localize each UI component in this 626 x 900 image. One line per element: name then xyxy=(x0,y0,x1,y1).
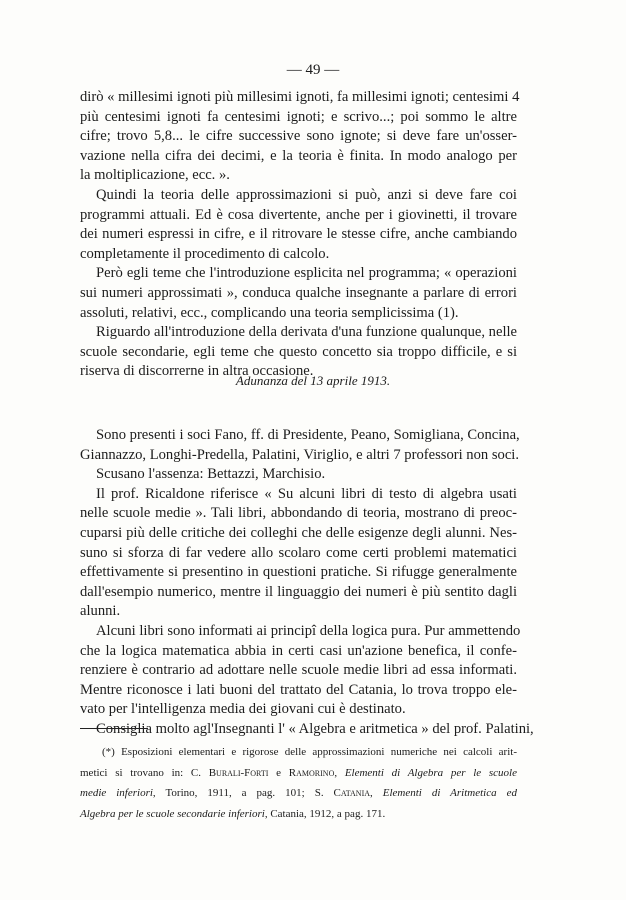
text-line: più centesimi ignoti fa centesimi ignoti; e scrivo...; poi sommo le altre xyxy=(80,108,517,125)
footnote-line: (*) Esposizioni elementari e rigorose delle approssimazioni numeriche nei calcoli arit- xyxy=(102,746,517,758)
text-line: scuole secondarie, egli teme che questo concetto sia troppo difficile, e si xyxy=(80,343,517,360)
text-line: nelle scuole medie ». Tali libri, abbondando di teoria, mostrano di preoc- xyxy=(80,505,517,522)
text-line: alunni. xyxy=(80,603,121,620)
text-line: Consiglia molto agl'Insegnanti l' « Algebra e aritmetica » del prof. Palatini, xyxy=(96,720,534,737)
text-line: completamente il procedimento di calcolo. xyxy=(80,245,330,262)
text-line: effettivamente si presentino in questioni pratiche. Si rifugge generalmente xyxy=(80,564,517,581)
text-line: che la logica matematica abbia in certi casi un'azione benefica, il confe- xyxy=(80,642,517,659)
book-title: Elementi di Aritmetica ed xyxy=(382,787,517,799)
book-title: medie inferiori xyxy=(80,787,153,799)
text-line: Però egli teme che l'introduzione esplicita nel programma; « operazioni xyxy=(96,265,517,282)
author-name: Catania xyxy=(333,787,371,799)
text-line: Quindi la teoria delle approssimazioni si può, anzi si deve fare coi xyxy=(96,186,517,203)
footnote-text: , Catania, 1912, a pag. 171. xyxy=(264,807,386,820)
text-line: cifre; trovo 5,8... le cifre successive sono ignote; si deve fare un'osser- xyxy=(80,128,517,145)
author-name: Burali-Forti xyxy=(208,766,269,779)
text-line: Il prof. Ricaldone riferisce « Su alcuni libri di testo di algebra usati xyxy=(96,485,517,502)
body-block-2 xyxy=(80,426,534,740)
footnote-line xyxy=(80,804,517,825)
text-line: vazione nella cifra dei decimi, e la teoria è finita. In modo analogo per xyxy=(80,147,517,164)
text-line: dei numeri espressi in cifre, e il ritrovare le stesse cifre, anche cambiando xyxy=(80,226,517,243)
footnote-text: , xyxy=(334,766,345,779)
footnote-text: , Torino, 1911, a pag. 101; S. xyxy=(152,787,334,799)
text-line: renziere è contrario ad adottare nelle scuole medie libri ad essa informati. xyxy=(80,662,517,679)
text-line: Giannazzo, Longhi-Predella, Palatini, Viriglio, e altri 7 professori non soci. xyxy=(80,446,519,463)
text-line: sui numeri approssimati », conduca qualche insegnante a parlare di errori xyxy=(80,284,517,301)
text-line: Mentre riconosce i lati buoni del trattato del Catania, lo trova troppo ele- xyxy=(80,681,517,698)
body-block-1 xyxy=(80,88,520,382)
book-title: Algebra per le scuole secondarie inferiori xyxy=(80,807,265,820)
text-line: dall'esempio numerico, mentre il linguaggio dei numeri è più sentito dagli xyxy=(80,583,517,600)
footnote-text: metici si trovano in: C. xyxy=(80,766,209,779)
footnote xyxy=(80,742,517,824)
text-line: Sono presenti i soci Fano, ff. di Presidente, Peano, Somigliana, Concina, xyxy=(96,427,520,443)
text-line: Alcuni libri sono informati ai principî della logica pura. Pur ammettendo xyxy=(96,622,521,639)
footnote-text: e xyxy=(268,766,289,779)
author-name: Ramorino xyxy=(288,766,335,779)
text-line: suno si sforza di far vedere allo scolaro come certi problemi matematici xyxy=(80,544,517,561)
footnote-line xyxy=(80,783,517,804)
text-line: cuparsi più delle critiche dei colleghi che delle esigenze degli alunni. Nes- xyxy=(80,524,517,541)
footnote-line xyxy=(80,763,517,784)
text-line: assoluti, relativi, ecc., complicando una teoria semplicissima (1). xyxy=(80,304,459,321)
text-line: riserva di discorrerne in altra occasione. xyxy=(80,363,314,380)
footnote-text: , xyxy=(370,787,383,799)
text-line: Scusano l'assenza: Bettazzi, Marchisio. xyxy=(96,466,326,483)
text-line: Riguardo all'introduzione della derivata d'una funzione qualunque, nelle xyxy=(96,324,518,341)
book-title: Elementi di Algebra per le scuole xyxy=(344,766,517,779)
text-line: dirò « millesimi ignoti più millesimi ignoti, fa millesimi ignoti; centesimi 4 xyxy=(80,89,520,105)
page-number: — 49 — xyxy=(286,62,340,78)
text-line: vato per l'intelligenza media dei giovani cui è destinato. xyxy=(80,701,406,718)
footnote-divider xyxy=(80,728,148,729)
section-heading: Adunanza del 13 aprile 1913. xyxy=(235,373,391,388)
text-line: programmi attuali. Ed è cosa divertente, anche per i giovinetti, il trovare xyxy=(80,206,517,223)
text-line: la moltiplicazione, ecc. ». xyxy=(80,167,230,184)
